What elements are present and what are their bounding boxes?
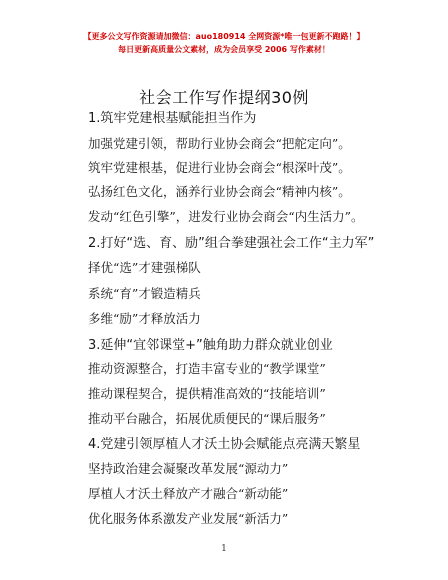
promo-banner-line-1: 【更多公文写作资源请加微信：auo180914 全网资源*唯一包更新不跑路！】 <box>83 32 365 41</box>
outline-item: 系统“育”才锻造精兵 <box>88 286 201 301</box>
promo-banner-line-2: 每日更新高质量公文素材，成为会员享受 2006 写作素材！ <box>118 45 330 54</box>
section-heading-3: 3.延伸“宜邻课堂+”触角助力群众就业创业 <box>88 338 333 353</box>
outline-item: 多维“励”才释放活力 <box>88 311 201 326</box>
outline-item: 发动“红色引擎”，进发行业协会商会“内生活力”。 <box>88 209 364 224</box>
outline-item: 推动资源整合，打造丰富专业的“教学课堂” <box>88 361 326 376</box>
outline-item: 优化服务体系激发产业发展“新活力” <box>88 511 289 526</box>
outline-item: 筑牢党建根基，促进行业协会商会“根深叶茂”。 <box>88 160 351 175</box>
document-title: 社会工作写作提纲30例 <box>139 88 309 107</box>
outline-item: 坚持政治建会凝聚改革发展“源动力” <box>88 461 289 476</box>
outline-item: 择优“选”才建强梯队 <box>88 260 201 275</box>
outline-item: 厚植人才沃土释放产才融合“新动能” <box>88 486 289 501</box>
section-heading-2: 2.打好“选、育、励”组合拳建强社会工作“主力军” <box>88 236 375 251</box>
outline-item: 弘扬红色文化，涵养行业协会商会“精神内核”。 <box>88 184 351 199</box>
section-heading-1: 1.筑牢党建根基赋能担当作为 <box>88 111 257 126</box>
outline-item: 推动课程契合，提供精准高效的“技能培训” <box>88 386 326 401</box>
page-number: 1 <box>221 544 227 554</box>
outline-item: 推动平台融合，拓展优质便民的“课后服务” <box>88 411 326 426</box>
section-heading-4: 4.党建引领厚植人才沃土协会赋能点亮满天繁星 <box>88 437 361 452</box>
outline-item: 加强党建引领，帮助行业协会商会“把舵定向”。 <box>88 136 351 151</box>
